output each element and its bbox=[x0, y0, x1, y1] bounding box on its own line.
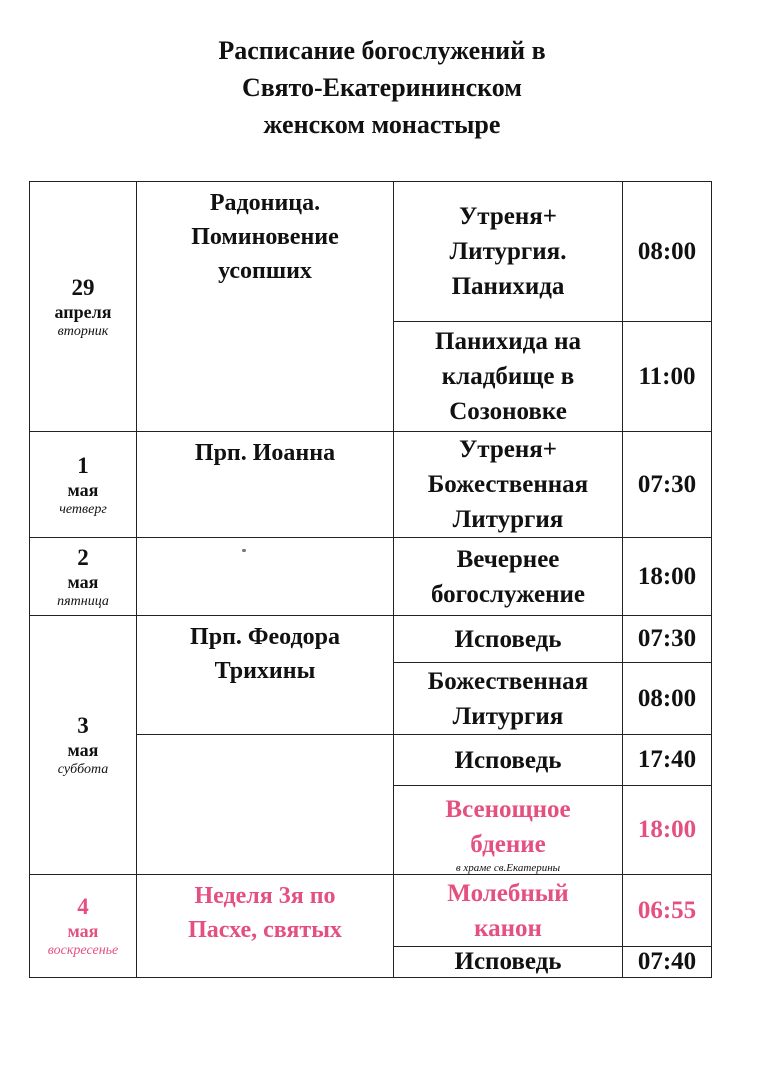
feast-cell bbox=[136, 431, 394, 538]
title-line: женском монастыре bbox=[263, 110, 501, 139]
service-line: Панихида bbox=[451, 273, 565, 300]
service-line: Литургия bbox=[452, 702, 564, 730]
date-cell-may-4 bbox=[29, 874, 137, 978]
feast-line: Прп. Феодора bbox=[190, 624, 340, 650]
service-cell-highlight bbox=[393, 785, 623, 875]
service-time: 08:00 bbox=[637, 684, 697, 712]
date-cell-may-1 bbox=[29, 431, 137, 538]
time-cell bbox=[622, 431, 712, 538]
title-line: Свято-Екатерининском bbox=[242, 73, 522, 102]
service-time: 07:40 bbox=[637, 948, 697, 975]
feast-cell bbox=[136, 181, 394, 432]
service-cell-highlight bbox=[393, 874, 623, 947]
service-line: Вечернее bbox=[456, 545, 560, 573]
service-line: Молебный bbox=[447, 879, 569, 907]
service-line: Божественная bbox=[427, 667, 589, 695]
date-weekday: четверг bbox=[59, 501, 107, 517]
date-day: 3 bbox=[77, 713, 89, 738]
date-weekday: вторник bbox=[57, 323, 109, 339]
time-cell-highlight bbox=[622, 874, 712, 947]
service-line: Утреня+ bbox=[458, 203, 558, 230]
feast-cell-highlight bbox=[136, 874, 394, 978]
service-cell bbox=[393, 537, 623, 616]
feast-line: Прп. Иоанна bbox=[194, 440, 336, 466]
time-cell bbox=[622, 946, 712, 978]
date-cell-may-2 bbox=[29, 537, 137, 616]
ink-speck bbox=[242, 549, 246, 552]
service-cell bbox=[393, 431, 623, 538]
date-month: мая bbox=[67, 479, 99, 500]
feast-line: Неделя 3я по bbox=[194, 883, 336, 909]
service-time: 18:00 bbox=[637, 816, 697, 843]
service-line: богослужение bbox=[431, 580, 585, 608]
service-line: Панихида на bbox=[435, 328, 581, 355]
service-cell bbox=[393, 321, 623, 432]
date-month: мая bbox=[67, 921, 99, 941]
date-day: 2 bbox=[77, 544, 89, 570]
service-line: Литургия. bbox=[449, 238, 567, 265]
service-cell bbox=[393, 181, 623, 322]
service-time: 17:40 bbox=[637, 746, 697, 773]
feast-cell-empty bbox=[136, 734, 394, 875]
service-time: 06:55 bbox=[637, 896, 697, 924]
service-time: 07:30 bbox=[637, 470, 697, 498]
service-line: Исповедь bbox=[454, 948, 562, 975]
service-line: Литургия bbox=[452, 506, 564, 533]
date-cell-apr-29 bbox=[29, 181, 137, 432]
service-cell bbox=[393, 734, 623, 786]
time-cell bbox=[622, 662, 712, 735]
service-cell bbox=[393, 615, 623, 663]
date-day: 29 bbox=[71, 274, 95, 300]
time-cell bbox=[622, 537, 712, 616]
service-line: Созоновке bbox=[449, 398, 567, 425]
date-month: мая bbox=[67, 571, 99, 592]
date-month: апреля bbox=[54, 301, 112, 322]
service-time: 11:00 bbox=[638, 362, 696, 390]
feast-line: усопших bbox=[218, 258, 312, 284]
service-line: Всенощное bbox=[445, 795, 571, 823]
service-line: кладбище в bbox=[441, 363, 575, 390]
date-cell-may-3 bbox=[29, 615, 137, 875]
time-cell bbox=[622, 734, 712, 786]
service-cell bbox=[393, 662, 623, 735]
time-cell bbox=[622, 615, 712, 663]
service-line: бдение bbox=[470, 830, 546, 858]
date-day: 4 bbox=[77, 894, 89, 919]
service-location-note: в храме св.Екатерины bbox=[455, 861, 561, 874]
date-weekday: суббота bbox=[57, 762, 109, 777]
feast-line: Пасхе, святых bbox=[188, 917, 342, 943]
date-weekday: воскресенье bbox=[47, 943, 119, 958]
date-day: 1 bbox=[77, 452, 89, 478]
title-line: Расписание богослужений в bbox=[218, 36, 546, 65]
service-line: канон bbox=[474, 914, 542, 942]
feast-cell bbox=[136, 615, 394, 735]
page-title bbox=[0, 32, 764, 143]
service-line: Утреня+ bbox=[458, 436, 558, 463]
feast-line: Трихины bbox=[214, 658, 316, 684]
time-cell bbox=[622, 321, 712, 432]
feast-line: Радоница. bbox=[209, 190, 321, 216]
service-cell bbox=[393, 946, 623, 978]
date-month: мая bbox=[67, 740, 99, 760]
service-time: 18:00 bbox=[637, 562, 697, 590]
service-time: 07:30 bbox=[637, 625, 697, 652]
feast-line: Поминовение bbox=[191, 224, 339, 250]
date-weekday: пятница bbox=[57, 593, 109, 609]
time-cell-highlight bbox=[622, 785, 712, 875]
service-line: Исповедь bbox=[454, 625, 562, 653]
service-line: Божественная bbox=[427, 471, 589, 498]
time-cell bbox=[622, 181, 712, 322]
feast-cell-empty bbox=[136, 537, 394, 616]
service-time: 08:00 bbox=[637, 237, 697, 265]
service-line: Исповедь bbox=[454, 746, 562, 774]
